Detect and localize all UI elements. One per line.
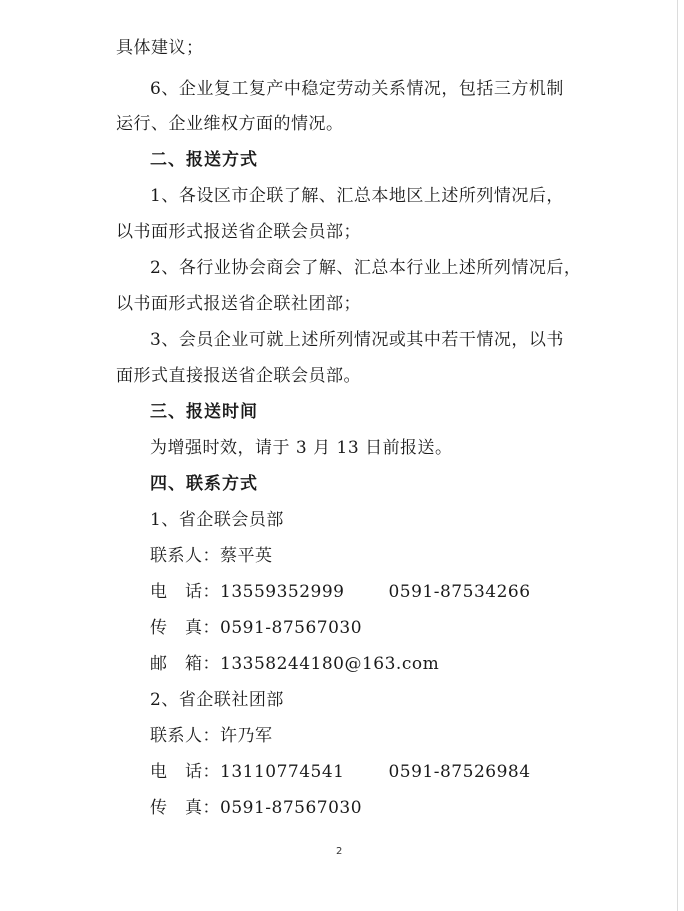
- paragraph-line: 3、会员企业可就上述所列情况或其中若干情况，以书: [150, 330, 564, 350]
- section-heading: 三、报送时间: [150, 402, 258, 422]
- phone-label: 电 话：: [150, 582, 220, 602]
- page-number: 2: [336, 846, 343, 857]
- paragraph-line: 2、各行业协会商会了解、汇总本行业上述所列情况后，: [150, 258, 582, 278]
- contact-title: 2、省企联社团部: [150, 690, 284, 710]
- contact-person: 联系人：许乃军: [150, 726, 273, 746]
- fax-number: 0591-87567030: [220, 618, 363, 638]
- phone-office: 0591-87534266: [388, 582, 531, 602]
- contact-person: 联系人：蔡平英: [150, 546, 273, 566]
- phone-mobile: 13559352999: [220, 582, 345, 602]
- section-heading: 二、报送方式: [150, 150, 258, 170]
- paragraph-line: 以书面形式报送省企联会员部；: [116, 222, 361, 242]
- paragraph-line: 面形式直接报送省企联会员部。: [116, 366, 361, 386]
- email-address: 13358244180@163.com: [220, 654, 440, 674]
- contact-fax: [150, 798, 362, 818]
- contact-fax: [150, 618, 362, 638]
- paragraph-line: 6、企业复工复产中稳定劳动关系情况，包括三方机制: [150, 79, 564, 99]
- paragraph-line: 具体建议；: [116, 38, 204, 58]
- paragraph-line: 运行、企业维权方面的情况。: [116, 114, 344, 134]
- phone-mobile: 13110774541: [220, 762, 345, 782]
- contact-title: 1、省企联会员部: [150, 510, 284, 530]
- fax-label: 传 真：: [150, 618, 220, 638]
- scan-edge: [677, 0, 678, 911]
- phone-label: 电 话：: [150, 762, 220, 782]
- paragraph-line: 1、各设区市企联了解、汇总本地区上述所列情况后，: [150, 186, 564, 206]
- section-heading: 四、联系方式: [150, 474, 258, 494]
- paragraph-line: 为增强时效，请于 3 月 13 日前报送。: [150, 438, 453, 458]
- contact-phone: [150, 582, 531, 602]
- email-label: 邮 箱：: [150, 654, 220, 674]
- paragraph-line: 以书面形式报送省企联社团部；: [116, 294, 361, 314]
- phone-office: 0591-87526984: [388, 762, 531, 782]
- fax-number: 0591-87567030: [220, 798, 363, 818]
- contact-email: [150, 654, 439, 674]
- fax-label: 传 真：: [150, 798, 220, 818]
- contact-phone: [150, 762, 531, 782]
